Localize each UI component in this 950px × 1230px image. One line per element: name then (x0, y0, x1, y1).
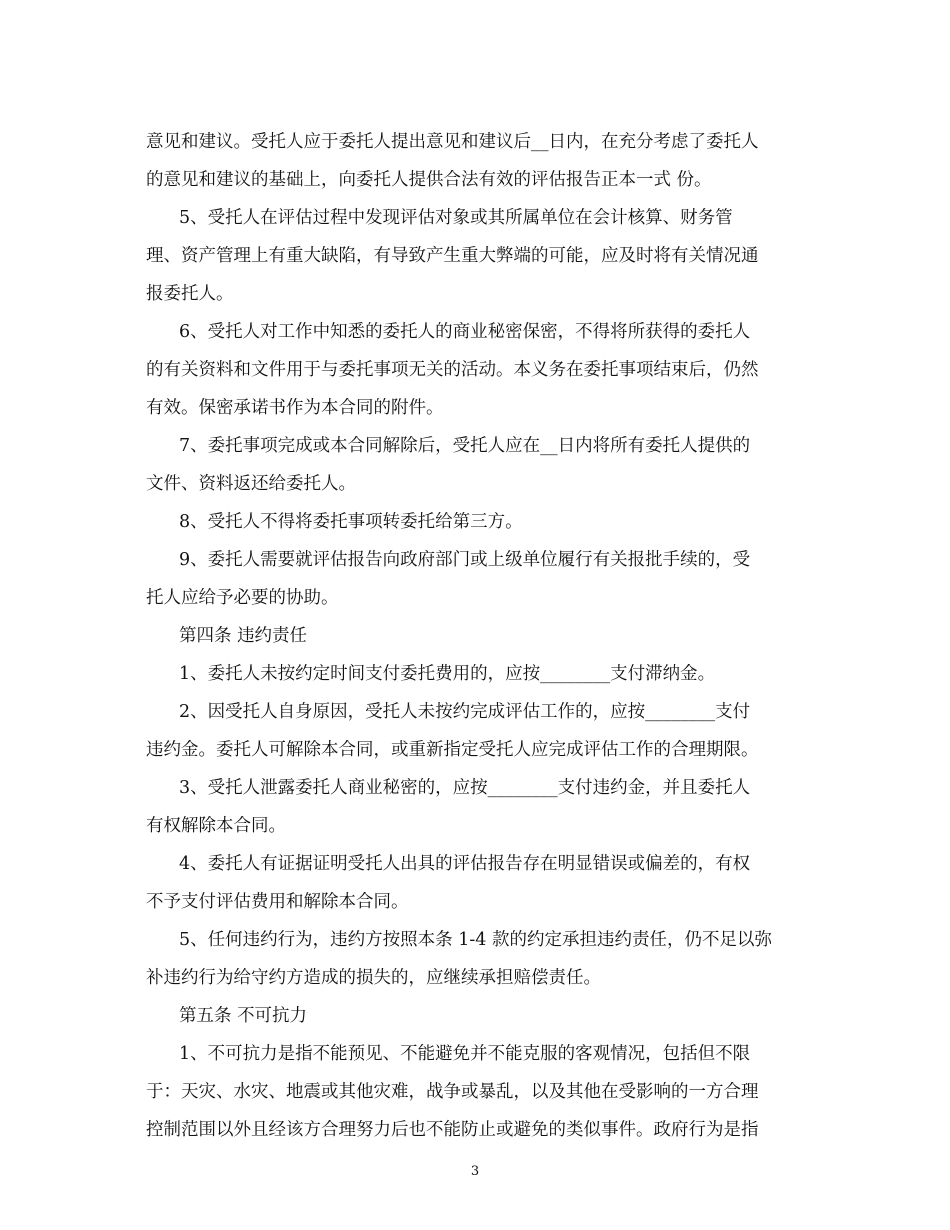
text-line: 4、委托人有证据证明受托人出具的评估报告存在明显错误或偏差的，有权 (179, 854, 751, 874)
text-line: 7、委托事项完成或本合同解除后，受托人应在__日内将所有委托人提供的 (179, 436, 751, 456)
text-line: 1、不可抗力是指不能预见、不能避免并不能克服的客观情况，包括但不限 (179, 1044, 751, 1064)
page-number: 3 (470, 1164, 480, 1179)
text-line: 文件、资料返还给委托人。 (146, 474, 356, 494)
text-line: 8、受托人不得将委托事项转委托给第三方。 (179, 512, 523, 532)
text-line: 9、委托人需要就评估报告向政府部门或上级单位履行有关报批手续的，受 (179, 550, 751, 570)
text-line: 5、任何违约行为，违约方按照本条 1-4 款的约定承担违约责任，仍不足以弥 (179, 930, 772, 950)
text-line: 1、委托人未按约定时间支付委托费用的，应按________支付滞纳金。 (179, 664, 716, 684)
text-line: 于：天灾、水灾、地震或其他灾难，战争或暴乱，以及其他在受影响的一方合理 (146, 1082, 759, 1102)
text-line: 托人应给予必要的协助。 (146, 588, 339, 608)
text-line: 报委托人。 (146, 284, 234, 304)
text-line: 意见和建议。受托人应于委托人提出意见和建议后__日内，在充分考虑了委托人 (146, 132, 759, 152)
text-line: 有权解除本合同。 (146, 816, 286, 836)
text-line: 不予支付评估费用和解除本合同。 (146, 892, 409, 912)
text-line: 3、受托人泄露委托人商业秘密的，应按________支付违约金，并且委托人 (179, 778, 751, 798)
section-heading: 第五条 不可抗力 (179, 1006, 308, 1026)
text-line: 6、受托人对工作中知悉的委托人的商业秘密保密，不得将所获得的委托人 (179, 322, 751, 342)
text-line: 的有关资料和文件用于与委托事项无关的活动。本义务在委托事项结束后，仍然 (146, 360, 759, 380)
text-line: 控制范围以外且经该方合理努力后也不能防止或避免的类似事件。政府行为是指 (146, 1120, 759, 1140)
section-heading: 第四条 违约责任 (179, 626, 308, 646)
text-line: 的意见和建议的基础上，向委托人提供合法有效的评估报告正本一式 份。 (146, 170, 712, 190)
text-line: 理、资产管理上有重大缺陷，有导致产生重大弊端的可能，应及时将有关情况通 (146, 246, 759, 266)
text-line: 5、受托人在评估过程中发现评估对象或其所属单位在会计核算、财务管 (179, 208, 733, 228)
text-line: 2、因受托人自身原因，受托人未按约完成评估工作的，应按________支付 (179, 702, 751, 722)
text-line: 补违约行为给守约方造成的损失的，应继续承担赔偿责任。 (146, 968, 601, 988)
text-line: 有效。保密承诺书作为本合同的附件。 (146, 398, 444, 418)
text-line: 违约金。委托人可解除本合同，或重新指定受托人应完成评估工作的合理期限。 (146, 740, 759, 760)
